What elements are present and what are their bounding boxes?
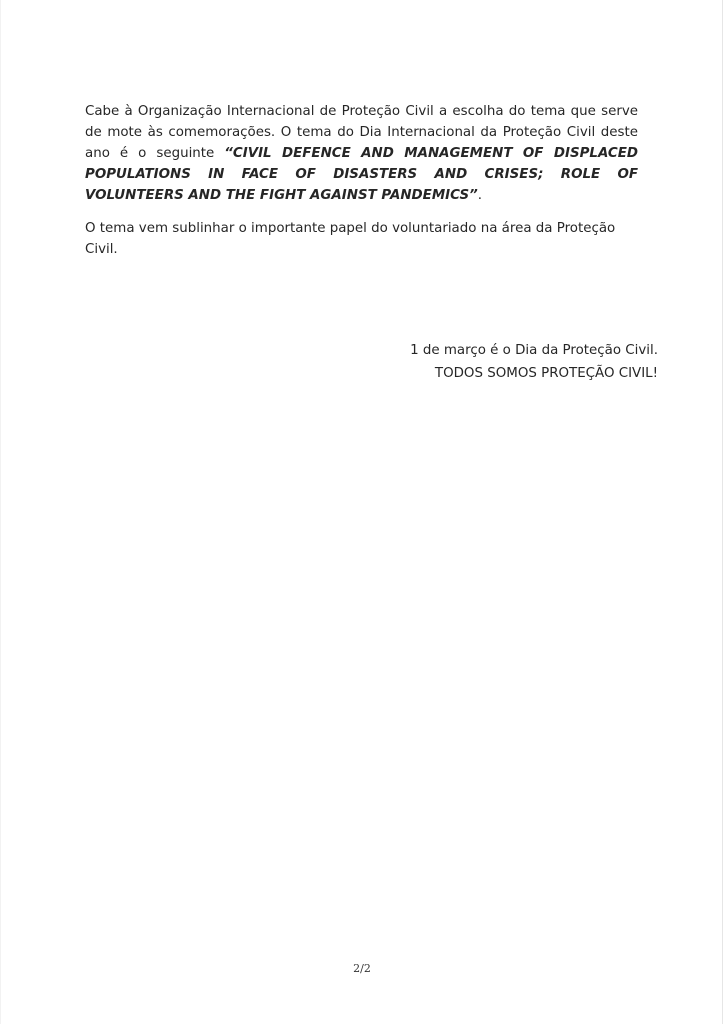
page-number: 2/2 (353, 962, 371, 975)
paragraph-theme-intro (85, 101, 638, 206)
paragraph-volunteering: O tema vem sublinhar o importante papel do voluntariado na área da Proteção Civil. (85, 221, 616, 257)
scan-edge-left (0, 0, 1, 1024)
theme-title: “CIVIL DEFENCE AND MANAGEMENT OF DISPLACED POPULATIONS IN FACE OF DISASTERS AND CRISES; ROLE OF VOLUNTEERS AND THE FIGHT AGAINST PANDEMICS” (85, 146, 638, 203)
paragraph-intro-end: . (477, 188, 483, 203)
closing-line-slogan: TODOS SOMOS PROTEÇÃO CIVIL! (434, 366, 658, 381)
closing-block (410, 339, 658, 385)
closing-line-date: 1 de março é o Dia da Proteção Civil. (410, 343, 658, 358)
scan-edge-right (722, 0, 723, 1024)
paragraph-intro-text: Cabe à Organização Internacional de Proteção Civil a escolha do tema que serve de mote às comemorações. O tema do Dia Internacional da Proteção Civil deste ano é o seguinte (85, 104, 638, 161)
